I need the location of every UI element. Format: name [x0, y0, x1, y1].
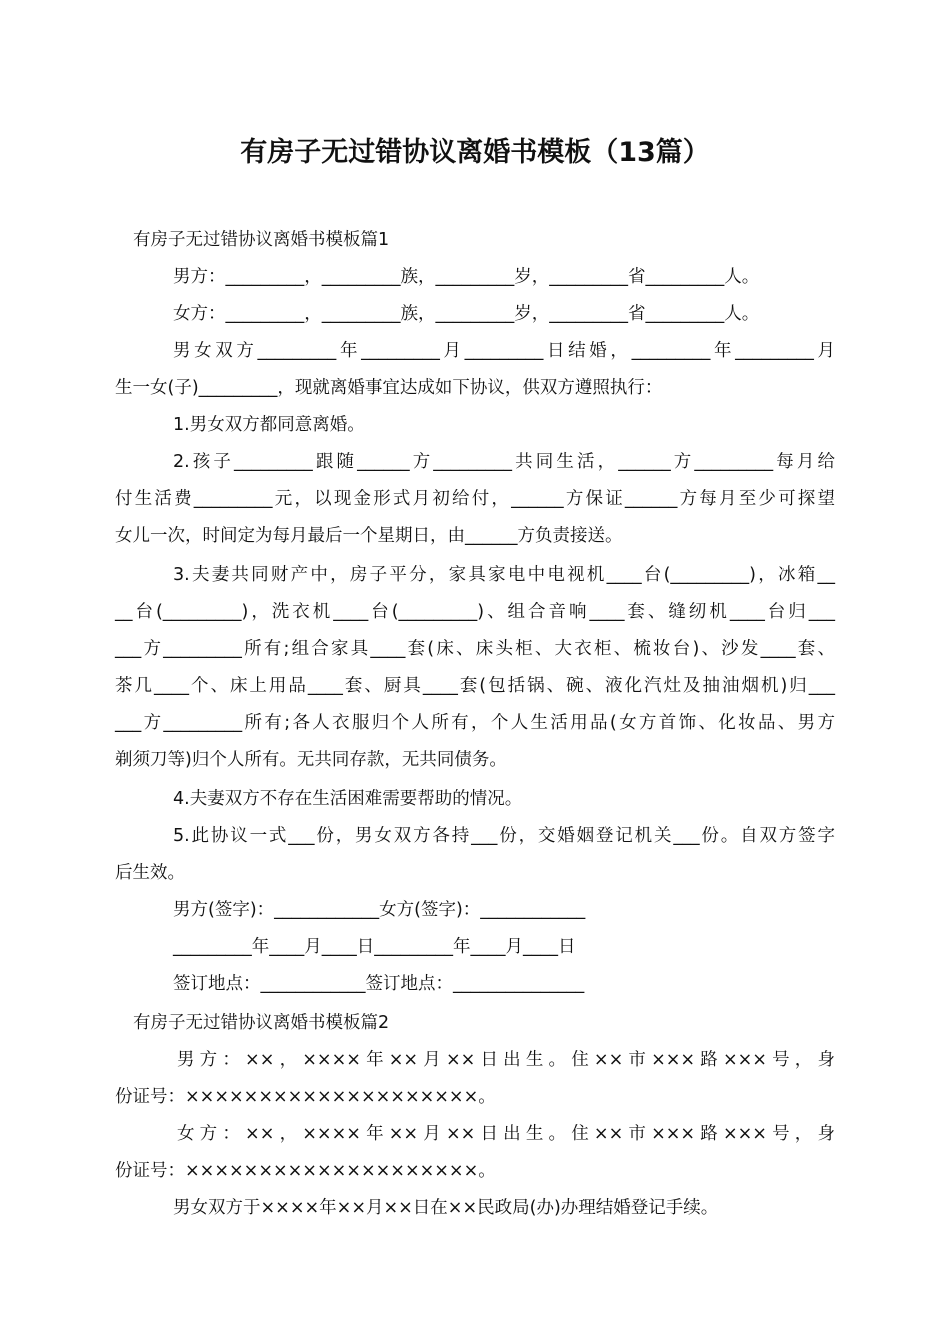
clause-3-line: __台(_________)，洗衣机____台(_________)、组合音响____套、缝纫机____台归___	[115, 602, 835, 622]
clause-2-line: 付生活费_________元，以现金形式月初给付，______方保证______方每月至少可探望	[115, 489, 835, 509]
clause-3-line: 茶几____个、床上用品____套、厨具____套(包括锅、碗、液化汽灶及抽油烟机)归___	[115, 676, 835, 696]
clause-3-line: ___方_________所有;组合家具____套(床、床头柜、大衣柜、梳妆台)、沙发____套、	[115, 639, 835, 659]
document-title: 有房子无过错协议离婚书模板（13篇）	[240, 137, 710, 168]
signing-place-line: 签订地点：____________签订地点：_______________	[173, 974, 585, 994]
clause-1: 1.男女双方都同意离婚。	[173, 415, 365, 435]
section-heading-2: 有房子无过错协议离婚书模板篇2	[133, 1013, 390, 1033]
clause-5-line: 后生效。	[115, 863, 185, 883]
wife-info-line: 女方：_________，_________族，_________岁，_________省_________人。	[173, 304, 760, 324]
clause-5-line: 5.此协议一式___份，男女双方各持___份，交婚姻登记机关___份。自双方签字	[173, 826, 835, 846]
husband-details-line: 男方：××，××××年××月××日出生。住××市×××路×××号，身	[177, 1050, 835, 1070]
clause-3-line: 3.夫妻共同财产中，房子平分，家具家电中电视机____台(_________)，冰箱__	[173, 565, 835, 585]
date-line: _________年____月____日_________年____月____日	[173, 937, 576, 957]
wife-id-line: 份证号：××××××××××××××××××××。	[115, 1161, 496, 1181]
section-heading-1: 有房子无过错协议离婚书模板篇1	[133, 230, 390, 250]
wife-details-line: 女方：××，××××年××月××日出生。住××市×××路×××号，身	[177, 1124, 835, 1144]
signature-line: 男方(签字)：____________女方(签字)：____________	[173, 900, 586, 920]
clause-2-line: 2.孩子_________跟随______方_________共同生活，______方_________每月给	[173, 452, 835, 472]
marriage-registration-line: 男女双方于××××年××月××日在××民政局(办)办理结婚登记手续。	[173, 1198, 719, 1218]
husband-info-line: 男方：_________，_________族，_________岁，_________省_________人。	[173, 267, 760, 287]
clause-2-line: 女儿一次，时间定为每月最后一个星期日，由______方负责接送。	[115, 526, 623, 546]
paragraph-line: 男女双方_________年_________月_________日结婚，_________年_________月	[173, 341, 835, 361]
clause-4: 4.夫妻双方不存在生活困难需要帮助的情况。	[173, 789, 523, 809]
clause-3-line: ___方_________所有;各人衣服归个人所有，个人生活用品(女方首饰、化妆品、男方	[115, 713, 835, 733]
paragraph-line: 生一女(子)_________，现就离婚事宜达成如下协议，供双方遵照执行：	[115, 378, 663, 398]
clause-3-line: 剃须刀等)归个人所有。无共同存款，无共同债务。	[115, 750, 507, 770]
husband-id-line: 份证号：××××××××××××××××××××。	[115, 1087, 496, 1107]
